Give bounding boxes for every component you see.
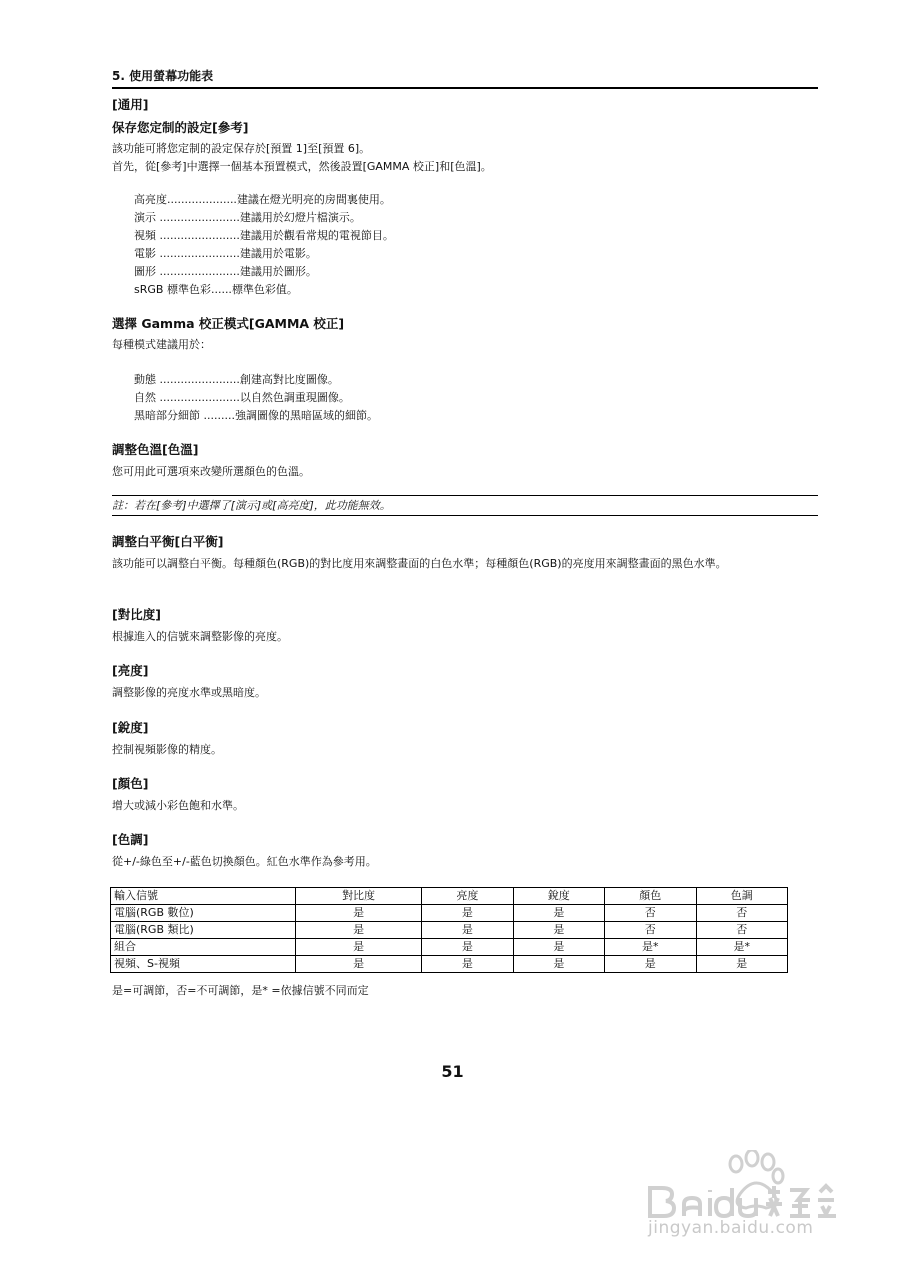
table-row: [111, 922, 788, 939]
table-cell: 電腦(RGB 類比): [111, 922, 296, 939]
preset-description: 標準色彩值。: [231, 283, 298, 296]
preset-label: 高亮度: [134, 193, 167, 206]
note-box: 註：若在[參考]中選擇了[演示]或[高亮度]，此功能無效。: [112, 495, 818, 516]
preset-description: 建議用於幻燈片檔演示。: [239, 211, 361, 224]
gamma-leader: .......................: [156, 391, 240, 404]
section-color-heading: [顏色]: [112, 776, 149, 791]
table-cell: 是: [296, 922, 422, 939]
section-hue-heading: [色調]: [112, 832, 149, 847]
table-cell: 是: [513, 956, 604, 973]
watermark-url: jingyan.baidu.com: [648, 1218, 814, 1238]
preset-description: 建議用於電影。: [239, 247, 317, 260]
preset-item: [134, 245, 317, 263]
preset-leader: .......................: [156, 265, 240, 278]
preset-item: [134, 191, 391, 209]
table-cell: 否: [605, 922, 696, 939]
sharpness-text: 控制視頻影像的精度。: [112, 743, 222, 756]
color-temperature-text: 您可用此可選項來改變所選顏色的色溫。: [112, 465, 310, 478]
table-cell: 是: [422, 922, 513, 939]
gamma-label: 黑暗部分細節: [134, 409, 200, 422]
preset-leader: ......: [210, 283, 232, 296]
table-header-cell: 亮度: [422, 888, 513, 905]
preset-label: 圖形: [134, 265, 156, 278]
section-contrast-heading: [對比度]: [112, 607, 161, 622]
preset-label: sRGB 標準色彩: [134, 283, 211, 296]
gamma-description: 強調圖像的黑暗區域的細節。: [234, 409, 378, 422]
gamma-leader: .........: [200, 409, 235, 422]
preset-leader: .......................: [156, 247, 240, 260]
preset-description: 建議用於圖形。: [239, 265, 317, 278]
table-cell: 是: [513, 905, 604, 922]
gamma-item: [134, 407, 378, 425]
section-color-temperature-heading: 調整色溫[色溫]: [112, 442, 199, 457]
gamma-description: 創建高對比度圖像。: [239, 373, 339, 386]
table-cell: 否: [696, 922, 788, 939]
table-cell: 是: [513, 922, 604, 939]
table-header-cell: 對比度: [296, 888, 422, 905]
preset-description: 建議在燈光明亮的房間裏使用。: [236, 193, 391, 206]
preset-item: [134, 209, 361, 227]
preset-label: 電影: [134, 247, 156, 260]
section-brightness-heading: [亮度]: [112, 663, 149, 678]
table-cell: 否: [605, 905, 696, 922]
table-cell: 是: [422, 905, 513, 922]
gamma-intro: 每種模式建議用於：: [112, 338, 211, 351]
section-reference-heading: 保存您定制的設定[參考]: [112, 120, 249, 135]
white-balance-text: 該功能可以調整白平衡。每種顏色(RGB)的對比度用來調整畫面的白色水準；每種顏色(RGB)的亮度用來調整畫面的黑色水準。: [112, 557, 727, 570]
table-row: [111, 939, 788, 956]
section-gamma-heading: 選擇 Gamma 校正模式[GAMMA 校正]: [112, 316, 345, 331]
gamma-leader: .......................: [156, 373, 240, 386]
table-cell: 是: [513, 939, 604, 956]
table-header-cell: 顏色: [605, 888, 696, 905]
gamma-label: 動態: [134, 373, 156, 386]
table-header-row: [111, 888, 788, 905]
gamma-description: 以自然色調重現圖像。: [239, 391, 350, 404]
table-header-cell: 色調: [696, 888, 788, 905]
gamma-label: 自然: [134, 391, 156, 404]
preset-item: [134, 281, 298, 299]
table-cell: 是*: [605, 939, 696, 956]
table-row: [111, 905, 788, 922]
reference-description-line-1: 該功能可將您定制的設定保存於[預置 1]至[預置 6]。: [112, 142, 371, 155]
table-cell: 是: [296, 905, 422, 922]
table-cell: 是: [296, 939, 422, 956]
adjustment-support-table: [110, 887, 788, 973]
preset-item: [134, 263, 317, 281]
table-header-cell: 銳度: [513, 888, 604, 905]
table-legend: 是=可調節，否=不可調節，是* =依據信號不同而定: [112, 984, 369, 997]
table-cell: 是: [296, 956, 422, 973]
gamma-item: [134, 371, 339, 389]
preset-leader: ....................: [167, 193, 237, 206]
page-number: 51: [441, 1062, 464, 1081]
section-general-heading: [通用]: [112, 97, 149, 112]
table-cell: 是: [696, 956, 788, 973]
chapter-heading: 5. 使用螢幕功能表: [112, 68, 818, 89]
reference-description-line-2: 首先，從[參考]中選擇一個基本預置模式，然後設置[GAMMA 校正]和[色溫]。: [112, 160, 492, 173]
table-cell: 是*: [696, 939, 788, 956]
preset-leader: .......................: [156, 229, 240, 242]
table-cell: 組合: [111, 939, 296, 956]
table-cell: 否: [696, 905, 788, 922]
table-cell: 是: [422, 956, 513, 973]
table-cell: 視頻、S-視頻: [111, 956, 296, 973]
table-row: [111, 956, 788, 973]
color-text: 增大或減小彩色飽和水準。: [112, 799, 244, 812]
preset-description: 建議用於觀看常規的電視節目。: [239, 229, 394, 242]
table-header-cell: 輸入信號: [111, 888, 296, 905]
table-cell: 是: [605, 956, 696, 973]
table-cell: 電腦(RGB 數位): [111, 905, 296, 922]
table-cell: 是: [422, 939, 513, 956]
preset-label: 演示: [134, 211, 156, 224]
preset-label: 視頻: [134, 229, 156, 242]
section-sharpness-heading: [銳度]: [112, 720, 149, 735]
preset-item: [134, 227, 394, 245]
contrast-text: 根據進入的信號來調整影像的亮度。: [112, 630, 288, 643]
brightness-text: 調整影像的亮度水準或黑暗度。: [112, 686, 266, 699]
section-white-balance-heading: 調整白平衡[白平衡]: [112, 534, 224, 549]
preset-leader: .......................: [156, 211, 240, 224]
hue-text: 從+/-綠色至+/-藍色切換顏色。紅色水準作為參考用。: [112, 855, 377, 868]
gamma-item: [134, 389, 350, 407]
